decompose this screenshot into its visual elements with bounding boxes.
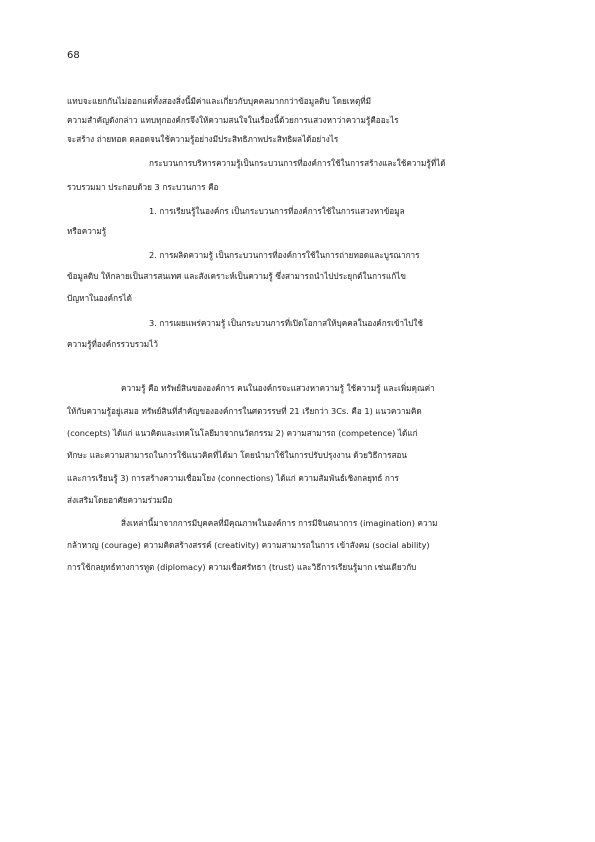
paragraph-line: (concepts) ได้แก่ แนวคิดและเทคโนโลยีมาจากนวัตกรรม 2) ความสามารถ (competence) ได้แก่ (67, 428, 418, 438)
paragraph-line: ความรู้ คือ ทรัพย์สินขององค์การ คนในองค์กรจะแสวงหาความรู้ ใช้ความรู้ และเพิ่มคุณค่า (121, 383, 435, 393)
list-item-line: 2. การผลิตความรู้ เป็นกระบวนการที่องค์การใช้ในการถ่ายทอดและบูรณาการ (149, 250, 420, 260)
paragraph-line: ให้กับความรู้อยู่เสมอ ทรัพย์สินที่สำคัญขององค์การในศตวรรษที่ 21 เรียกว่า 3Cs. คือ 1) แนวความคิด (67, 406, 422, 416)
paragraph-line: กล้าหาญ (courage) ความคิดสร้างสรรค์ (creativity) ความสามารถในการ เข้าสังคม (social ability) (67, 540, 430, 550)
list-item-line: หรือความรู้ (67, 226, 107, 236)
paragraph-line: กระบวนการบริหารความรู้เป็นกระบวนการที่องค์การใช้ในการสร้างและใช้ความรู้ที่ได้ (149, 158, 446, 168)
paragraph-line: ส่งเสริมโดยอาศัยความร่วมมือ (67, 495, 173, 505)
list-item-line: ความรู้ที่องค์กรรวบรวมไว้ (67, 339, 158, 349)
list-item-line: 1. การเรียนรู้ในองค์กร เป็นกระบวนการที่องค์การใช้ในการแสวงหาข้อมูล (149, 206, 405, 216)
paragraph-line: สิ่งเหล่านี้มาจากการมีบุคคลที่มีคุณภาพในองค์การ การมีจินตนาการ (imagination) ความ (121, 518, 438, 528)
paragraph-line: ทักษะ และความสามารถในการใช้แนวคิดที่ได้มา โดยนำมาใช้ในการปรับปรุงงาน ด้วยวิธีการสอน (67, 450, 408, 460)
paragraph-line: แทบจะแยกกันไม่ออกแต่ทั้งสองสิ่งนี้มีค่าและเกี่ยวกับบุคคลมากกว่าข้อมูลดิบ โดยเหตุที่มี (67, 96, 372, 106)
list-item-line: ข้อมูลดิบ ให้กลายเป็นสารสนเทศ และสังเคราะห์เป็นความรู้ ซึ่งสามารถนำไปประยุกต์ในการแก้ไข (67, 271, 406, 281)
paragraph-line: การใช้กลยุทธ์ทางการทูต (diplomacy) ความเชื่อศรัทธา (trust) และวิธีการเรียนรู้มาก เช่นเดียวกับ (67, 562, 417, 572)
paragraph-line: และการเรียนรู้ 3) การสร้างความเชื่อมโยง (connections) ได้แก่ ความสัมพันธ์เชิงกลยุทธ์ การ (67, 473, 399, 483)
paragraph-line: รวบรวมมา ประกอบด้วย 3 กระบวนการ คือ (67, 182, 219, 192)
paragraph-line: จะสร้าง ถ่ายทอด ตลอดจนใช้ความรู้อย่างมีประสิทธิภาพประสิทธิผลได้อย่างไร (67, 134, 339, 144)
paragraph-line: ความสำคัญดังกล่าว แทบทุกองค์กรจึงให้ความสนใจในเรื่องนี้ด้วยการแสวงหาว่าความรู้คืออะไร (67, 115, 399, 125)
list-item-line: 3. การเผยแพร่ความรู้ เป็นกระบวนการที่เปิดโอกาสให้บุคคลในองค์กรเข้าไปใช้ (149, 318, 423, 328)
list-item-line: ปัญหาในองค์กรได้ (67, 293, 132, 303)
page-number: 68 (67, 50, 80, 61)
